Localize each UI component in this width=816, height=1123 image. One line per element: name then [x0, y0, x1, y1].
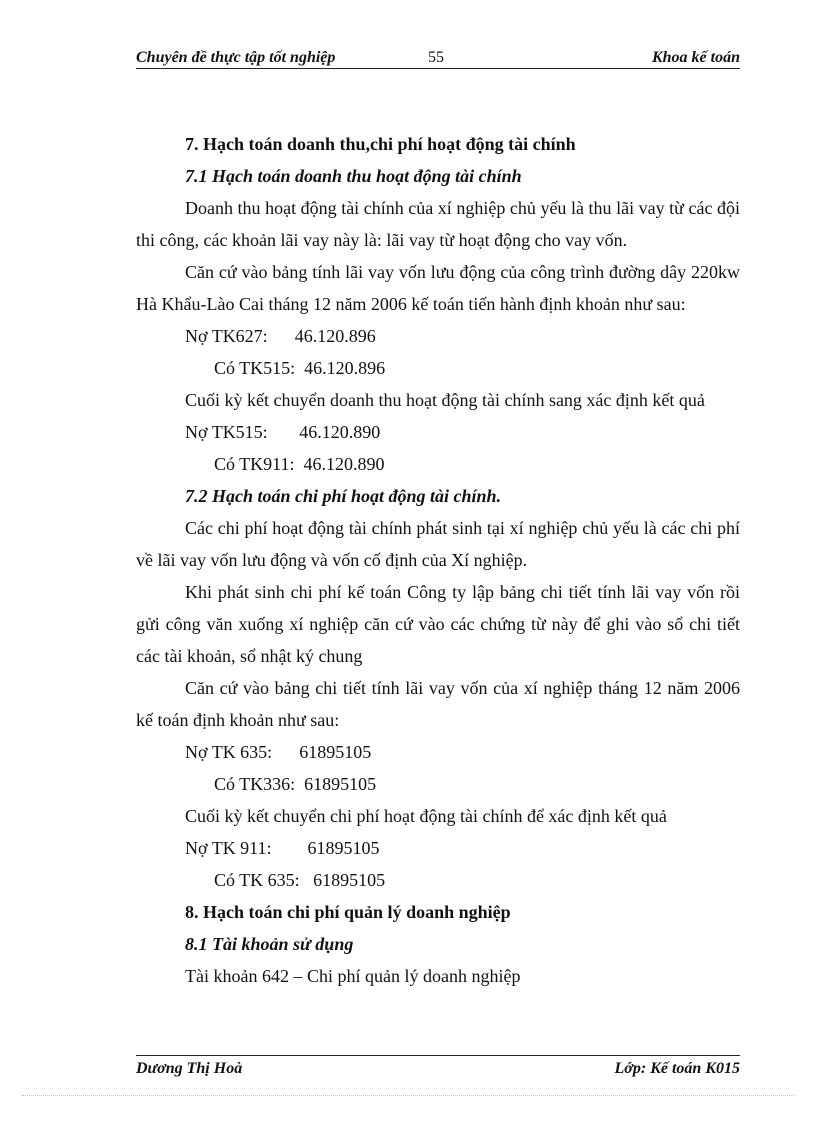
entry-debit-635: Nợ TK 635: 61895105: [185, 742, 372, 762]
entry-credit-336: Có TK336: 61895105: [214, 774, 377, 794]
page-number: 55: [428, 49, 444, 66]
paragraph-6: Căn cứ vào bảng chi tiết tính lãi vay vốn của xí nghiệp tháng 12 năm 2006 kế toán định khoản như sau:: [136, 678, 740, 730]
heading-7-1: 7.1 Hạch toán doanh thu hoạt động tài chính: [185, 166, 522, 186]
footer-divider: [136, 1055, 740, 1056]
paragraph-8: Tài khoản 642 – Chi phí quản lý doanh nghiệp: [185, 966, 521, 986]
page-edge: [22, 1095, 794, 1096]
paragraph-5: Khi phát sinh chi phí kế toán Công ty lập bảng chi tiết tính lãi vay vốn rồi gửi công văn xuống xí nghiệp căn cứ vào các chứng từ này để ghi vào sổ chi tiết các tài khoản, sổ nhật ký chung: [136, 582, 740, 666]
paragraph-3: Cuối kỳ kết chuyển doanh thu hoạt động tài chính sang xác định kết quả: [185, 390, 705, 410]
footer-author: Dương Thị Hoà: [136, 1060, 243, 1077]
document-body: [136, 128, 740, 992]
footer-class: Lớp: Kế toán K015: [614, 1060, 740, 1077]
paragraph-1: Doanh thu hoạt động tài chính của xí nghiệp chủ yếu là thu lãi vay từ các đội thi công, các khoản lãi vay này là: lãi vay từ hoạt động cho vay vốn.: [136, 198, 740, 250]
entry-debit-627: Nợ TK627: 46.120.896: [185, 326, 376, 346]
entry-debit-911: Nợ TK 911: 61895105: [185, 838, 380, 858]
paragraph-4: Các chi phí hoạt động tài chính phát sinh tại xí nghiệp chủ yếu là các chi phí về lãi vay vốn lưu động và vốn cố định của Xí nghiệp.: [136, 518, 740, 570]
heading-8: 8. Hạch toán chi phí quản lý doanh nghiệp: [185, 902, 511, 922]
heading-8-1: 8.1 Tài khoản sử dụng: [185, 934, 354, 954]
header-department: Khoa kế toán: [651, 49, 740, 66]
page-header: [136, 46, 740, 69]
entry-debit-515: Nợ TK515: 46.120.890: [185, 422, 381, 442]
heading-7-2: 7.2 Hạch toán chi phí hoạt động tài chính.: [185, 486, 502, 506]
entry-credit-911: Có TK911: 46.120.890: [214, 454, 385, 474]
paragraph-7: Cuối kỳ kết chuyển chi phí hoạt động tài chính để xác định kết quả: [185, 806, 667, 826]
page-footer: [136, 1058, 740, 1082]
heading-7: 7. Hạch toán doanh thu,chi phí hoạt động tài chính: [185, 134, 576, 154]
entry-credit-635: Có TK 635: 61895105: [214, 870, 386, 890]
paragraph-2: Căn cứ vào bảng tính lãi vay vốn lưu động của công trình đường dây 220kw Hà Khẩu-Lào Cai tháng 12 năm 2006 kế toán tiến hành định khoản như sau:: [136, 262, 740, 314]
header-title: Chuyên đề thực tập tốt nghiệp: [136, 49, 336, 66]
entry-credit-515: Có TK515: 46.120.896: [214, 358, 386, 378]
